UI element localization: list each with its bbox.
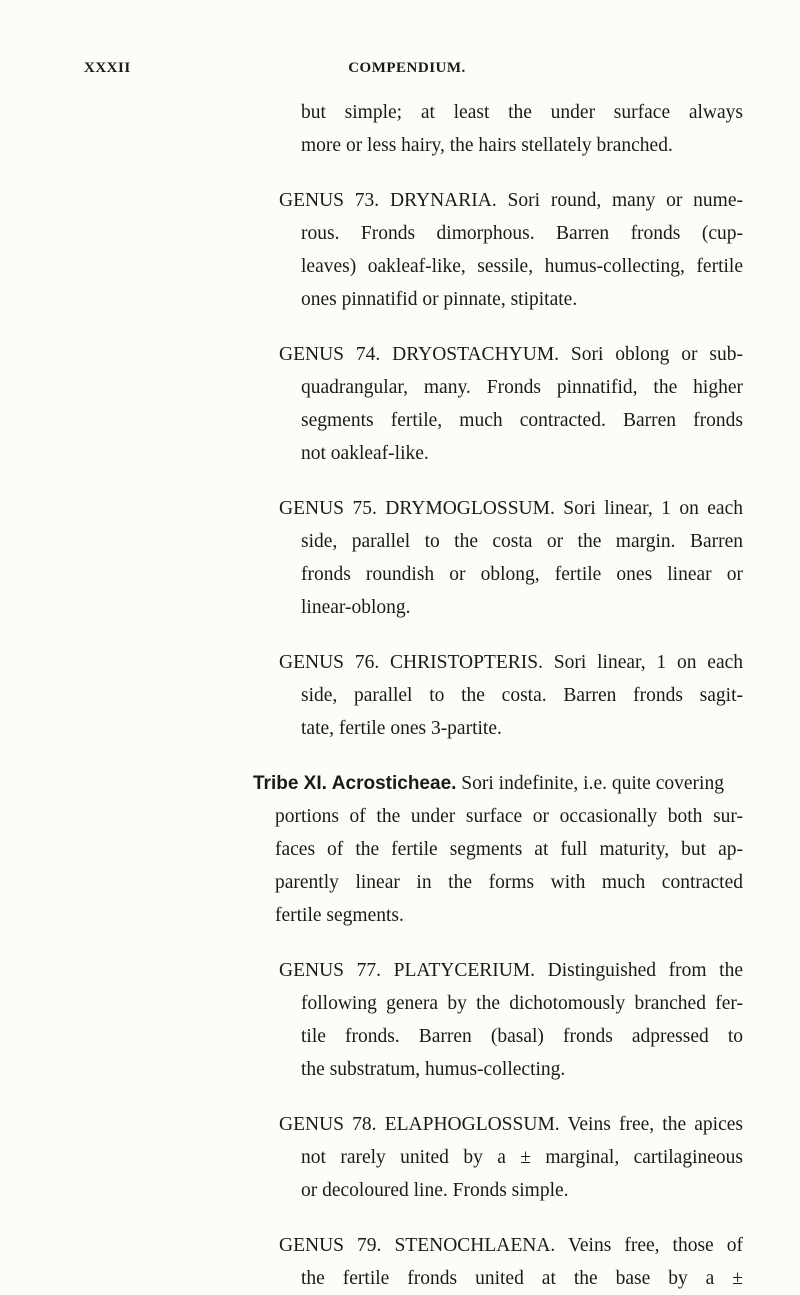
text-line: segments fertile, much contracted. Barren fronds [301,410,743,431]
text-line: GENUS 76. CHRISTOPTERIS. Sori linear, 1 on each [279,652,743,673]
text-line: GENUS 79. STENOCHLAENA. Veins free, those of [279,1235,743,1256]
paragraph-continuation [301,96,743,162]
text-line: quadrangular, many. Fronds pinnatifid, the higher [301,377,743,398]
main-text [0,96,800,1295]
text-line: rous. Fronds dimorphous. Barren fronds (cup- [301,223,743,244]
text-line: GENUS 78. ELAPHOGLOSSUM. Veins free, the apices [279,1114,743,1135]
text-line: not rarely united by a ± marginal, cartilagineous [301,1147,743,1168]
text-line [253,767,743,800]
text-line: tate, fertile ones 3-partite. [301,718,502,739]
text-line: the fertile fronds united at the base by a ± [301,1268,743,1289]
tribe-label: Tribe XI. [253,773,327,794]
running-title: COMPENDIUM. [348,60,466,76]
text-line: faces of the fertile segments at full maturity, but ap- [275,839,743,860]
text-line: GENUS 73. DRYNARIA. Sori round, many or nume- [279,190,743,211]
tribe-xi-entry [253,767,743,932]
text-line: portions of the under surface or occasionally both sur- [275,806,743,827]
text-line: the substratum, humus-collecting. [301,1059,566,1080]
genus-73-entry [279,184,743,316]
text-line: ones pinnatifid or pinnate, stipitate. [301,289,578,310]
page-number: XXXII [84,60,131,76]
text-line: GENUS 77. PLATYCERIUM. Distinguished from the [279,960,743,981]
text-line: side, parallel to the costa. Barren fronds sagit- [301,685,743,706]
genus-78-entry [279,1108,743,1207]
genus-79-entry [279,1229,743,1295]
genus-74-entry [279,338,743,470]
text-line: or decoloured line. Fronds simple. [301,1180,569,1201]
tribe-name: Acrosticheae. [331,773,457,794]
running-header [84,60,730,84]
text-line: not oakleaf-like. [301,443,429,464]
genus-76-entry [279,646,743,745]
text-line: GENUS 75. DRYMOGLOSSUM. Sori linear, 1 on each [279,498,743,519]
text-line: parently linear in the forms with much contracted [275,872,743,893]
text-line: leaves) oakleaf-like, sessile, humus-collecting, fertile [301,256,743,277]
text-line: tile fronds. Barren (basal) fronds adpressed to [301,1026,743,1047]
text-line: following genera by the dichotomously branched fer- [301,993,743,1014]
text-line: but simple; at least the under surface always [301,102,743,123]
text-line: side, parallel to the costa or the margin. Barren [301,531,743,552]
genus-75-entry [279,492,743,624]
text-line: fronds roundish or oblong, fertile ones linear or [301,564,743,585]
text-line: fertile segments. [275,905,404,926]
text-line: linear-oblong. [301,597,411,618]
tribe-description-start: Sori indefinite, i.e. quite covering [456,773,724,794]
genus-77-entry [279,954,743,1086]
text-line: GENUS 74. DRYOSTACHYUM. Sori oblong or sub- [279,344,743,365]
text-line: more or less hairy, the hairs stellately branched. [301,135,673,156]
